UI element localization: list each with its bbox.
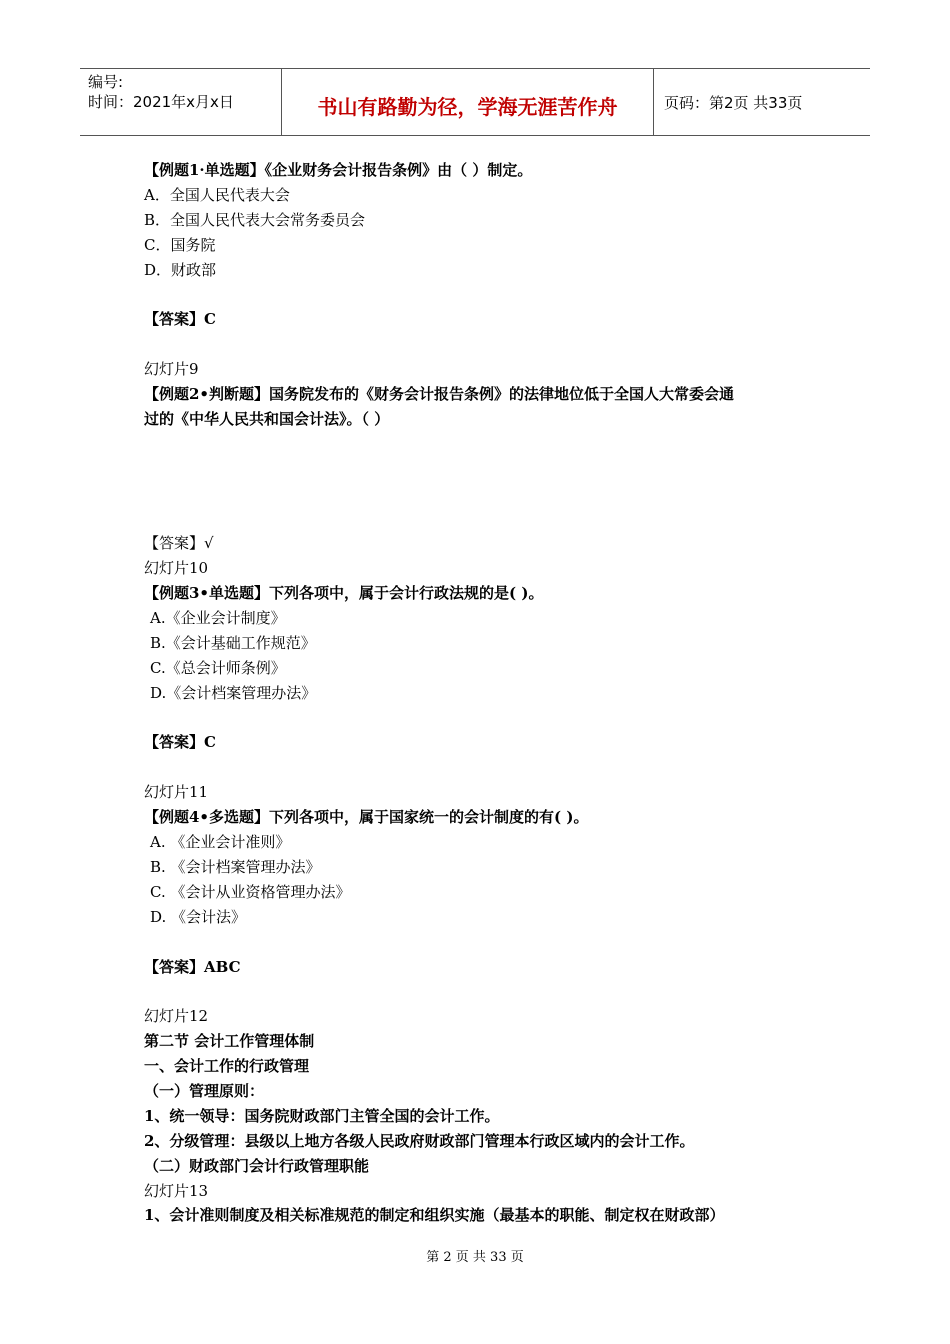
- code-label: 编号:: [88, 73, 124, 91]
- text-line: D. 《会计法》: [150, 907, 247, 926]
- document-body: [144, 158, 844, 1228]
- text-line: 幻灯片9: [144, 360, 199, 379]
- blank-line: [144, 930, 844, 955]
- blank-line: [144, 506, 844, 531]
- text-line: 第二节 会计工作管理体制: [144, 1032, 315, 1051]
- text-line: 【答案】C: [144, 310, 216, 329]
- text-line: 幻灯片11: [144, 783, 209, 802]
- text-line: B. 《会计档案管理办法》: [150, 857, 321, 876]
- text-line: 幻灯片13: [144, 1181, 209, 1200]
- time-label: 时间：2021年x月x日: [88, 93, 234, 111]
- text-line: A. 《企业会计准则》: [150, 833, 291, 852]
- blank-line: [144, 979, 844, 1004]
- text-line: B．全国人民代表大会常务委员会: [144, 210, 366, 229]
- text-line: 【答案】√: [144, 534, 214, 553]
- blank-line: [144, 282, 844, 307]
- text-line: 【答案】ABC: [144, 957, 241, 976]
- blank-line: [144, 332, 844, 357]
- text-line: C.《总会计师条例》: [150, 658, 286, 677]
- text-line: 幻灯片10: [144, 559, 209, 578]
- text-line: D．财政部: [144, 260, 217, 279]
- blank-line: [144, 432, 844, 457]
- text-line: 幻灯片12: [144, 1007, 209, 1026]
- text-line: 【例题3•单选题】下列各项中，属于会计行政法规的是( )。: [144, 584, 544, 603]
- text-line: （一）管理原则：: [144, 1081, 265, 1100]
- header-motto: 书山有路勤为径，学海无涯苦作舟: [282, 69, 654, 135]
- blank-line: [144, 706, 844, 731]
- header-page-info: 页码：第2页 共33页: [664, 93, 803, 112]
- blank-line: [144, 755, 844, 780]
- text-line: 一、会计工作的行政管理: [144, 1057, 310, 1076]
- text-line: A.《企业会计制度》: [150, 609, 286, 628]
- text-line: 2、分级管理：县级以上地方各级人民政府财政部门管理本行政区域内的会计工作。: [144, 1131, 695, 1150]
- text-line: 【例题1·单选题】《企业财务会计报告条例》由（ ）制定。: [144, 161, 533, 179]
- text-line: 【例题2•判断题】国务院发布的《财务会计报告条例》的法律地位低于全国人大常委会通: [144, 385, 735, 404]
- text-line: C．国务院: [144, 235, 216, 254]
- text-line: 1、会计准则制度及相关标准规范的制定和组织实施（最基本的职能、制定权在财政部）: [144, 1206, 725, 1225]
- text-line: C. 《会计从业资格管理办法》: [150, 882, 351, 901]
- text-line: 过的《中华人民共和国会计法》。（ ）: [144, 409, 390, 428]
- text-line: D.《会计档案管理办法》: [150, 683, 317, 702]
- text-line: A．全国人民代表大会: [144, 185, 290, 204]
- text-line: 1、统一领导：国务院财政部门主管全国的会计工作。: [144, 1106, 500, 1125]
- header-meta: [80, 69, 282, 135]
- text-line: B.《会计基础工作规范》: [150, 633, 316, 652]
- blank-line: [144, 457, 844, 482]
- text-line: 【例题4•多选题】下列各项中，属于国家统一的会计制度的有( )。: [144, 808, 589, 827]
- text-line: （二）财政部门会计行政管理职能: [144, 1156, 370, 1175]
- page-header: [80, 68, 870, 136]
- text-line: 【答案】C: [144, 733, 216, 752]
- page-footer: 第 2 页 共 33 页: [426, 1250, 524, 1265]
- blank-line: [144, 482, 844, 507]
